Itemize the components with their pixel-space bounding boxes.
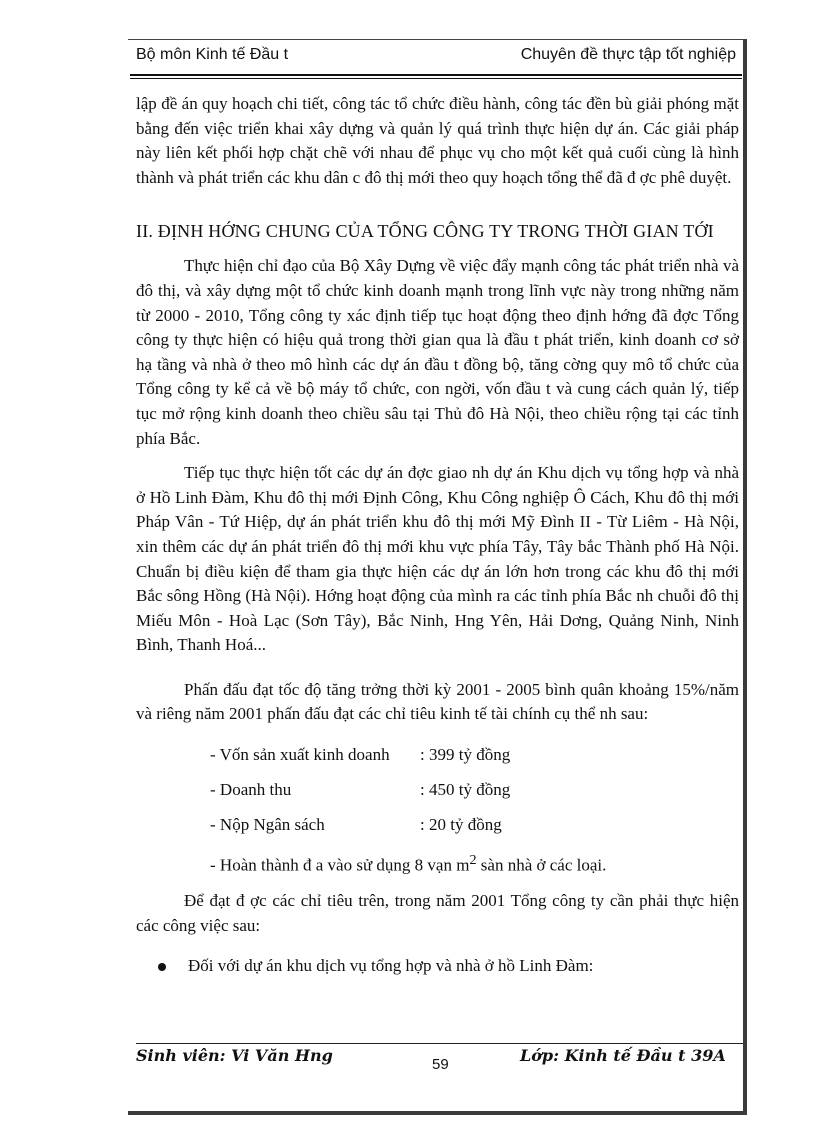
list-item bbox=[210, 813, 739, 848]
header-left: Bộ môn Kinh tế Đầu t bbox=[136, 46, 289, 63]
paragraph-2: Tiếp tục thực hiện tốt các dự án đợc giao nh dự án Khu dịch vụ tổng hợp và nhà ở Hồ Linh Đàm, Khu đô thị mới Định Công, Khu Công nghiệp Ô Cách, Khu đô thị mới Pháp Vân - Tứ Hiệp, dự án phát triển khu đô thị mới Mỹ Đình II - Từ Liêm - Hà Nội, xin thêm các dự án phát triển đô thị mới khu vực phía Tây, Tây bắc Thành phố Hà Nội. Chuẩn bị điều kiện để tham gia thực hiện các dự án lớn hơn trong các khu đô thị mới Bắc sông Hồng (Hà Nội). Hớng hoạt động của mình ra các tỉnh phía Bắc nh chuỗi đô thị Miếu Môn - Hoà Lạc (Sơn Tây), Bắc Ninh, Hng Yên, Hải Dơng, Quảng Ninh, Ninh Bình, Thanh Hoá... bbox=[136, 463, 739, 655]
page-shadow-right bbox=[743, 39, 747, 1115]
bullet-text: Đối với dự án khu dịch vụ tổng hợp và nhà ở hồ Linh Đàm: bbox=[188, 956, 594, 976]
target-label: - Nộp Ngân sách bbox=[210, 815, 325, 835]
list-item bbox=[210, 778, 739, 813]
footer-rule bbox=[136, 1043, 743, 1044]
list-item bbox=[210, 848, 739, 883]
bullet-item bbox=[136, 954, 739, 979]
header-right: Chuyên đề thực tập tốt nghiệp bbox=[520, 46, 736, 63]
target-label: - Vốn sản xuất kinh doanh bbox=[210, 745, 390, 765]
section-heading: II. ĐỊNH HỚNG CHUNG CỦA TỔNG CÔNG TY TRONG THỜI GIAN TỚI bbox=[136, 221, 714, 242]
page-body bbox=[136, 92, 739, 979]
header-rule-thin bbox=[130, 78, 742, 79]
target-last-sup: 2 bbox=[469, 852, 477, 869]
page-frame-top bbox=[128, 39, 743, 40]
target-last-prefix: - Hoàn thành đ a vào sử dụng 8 vạn m bbox=[210, 855, 470, 875]
target-last-suffix: sàn nhà ở các loại. bbox=[476, 855, 607, 875]
page-shadow-bottom bbox=[128, 1111, 747, 1115]
list-item bbox=[210, 743, 739, 778]
paragraph-1: Thực hiện chỉ đạo của Bộ Xây Dựng về việc đẩy mạnh công tác phát triển nhà và đô thị, và xây dựng một tổ chức kinh doanh mạnh trong lĩnh vực này trong những năm từ 2000 - 2010, Tổng công ty xác định tiếp tục hoạt động theo định hớng đã đợc Tổng công ty thực hiện có hiệu quả trong thời gian qua là đầu t phát triển, kinh doanh cơ sở hạ tầng và nhà ở theo mô hình các dự án đầu t đồng bộ, tăng cờng quy mô tổ chức của Tổng công ty kể cả về bộ máy tổ chức, con ngời, vốn đầu t và cung cách quản lý, tiếp tục mở rộng kinh doanh theo chiều sâu tại Thủ đô Hà Nội, theo chiều rộng tại các tỉnh phía Bắc. bbox=[136, 256, 739, 448]
paragraph-3: Phấn đấu đạt tốc độ tăng trởng thời kỳ 2001 - 2005 bình quân khoảng 15%/năm và riêng năm 2001 phấn đấu đạt các chỉ tiêu kinh tế tài chính cụ thể nh sau: bbox=[136, 679, 739, 724]
target-value: : 20 tỷ đồng bbox=[420, 815, 502, 835]
paragraph-4: Để đạt đ ợc các chỉ tiêu trên, trong năm 2001 Tổng công ty cần phải thực hiện các công việc sau: bbox=[136, 891, 739, 935]
targets-list bbox=[136, 743, 739, 883]
footer-class: Lớp: Kinh tế Đầu t 39A bbox=[520, 1046, 726, 1065]
target-label: - Doanh thu bbox=[210, 780, 292, 800]
header-rule bbox=[130, 74, 742, 76]
target-label bbox=[210, 848, 606, 878]
footer-student: Sinh viên: Vi Văn Hng bbox=[136, 1046, 333, 1065]
bullet-icon bbox=[158, 963, 166, 971]
target-value: : 399 tỷ đồng bbox=[420, 745, 511, 765]
intro-paragraph: lập đề án quy hoạch chi tiết, công tác tổ chức điều hành, công tác đền bù giải phóng mặt bằng đến việc triển khai xây dựng và quản lý quá trình thực hiện dự án. Các giải pháp này liên kết phối hợp chặt chẽ với nhau để phục vụ cho một kết quả cuối cùng là hình thành và phát triển các khu dân c đô thị mới theo quy hoạch tổng thể đã đ ợc phê duyệt. bbox=[136, 94, 739, 187]
target-value: : 450 tỷ đồng bbox=[420, 780, 511, 800]
page-number: 59 bbox=[432, 1056, 449, 1073]
